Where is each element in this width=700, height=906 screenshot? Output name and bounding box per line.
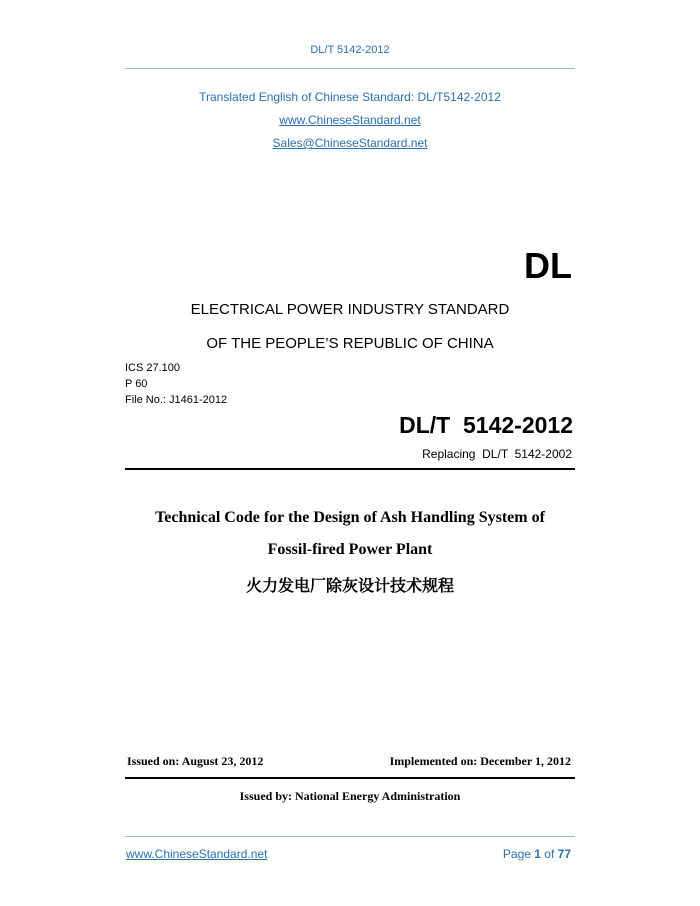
standard-mark: DL	[524, 245, 572, 286]
ics-code: ICS 27.100	[125, 362, 181, 374]
standard-number: DL/T 5142-2012	[399, 412, 573, 438]
authority-line-1: ELECTRICAL POWER INDUSTRY STANDARD	[190, 301, 510, 318]
implemented-on-date: Implemented on: December 1, 2012	[389, 754, 571, 768]
running-header: DL/T 5142-2012	[310, 44, 390, 56]
sales-email-link[interactable]: Sales@ChineseStandard.net	[272, 136, 428, 150]
dates-divider	[125, 777, 575, 779]
page-of: of	[540, 847, 558, 861]
footer-website-link[interactable]: www.ChineseStandard.net	[126, 847, 268, 861]
title-chinese: 火力发电厂除灰设计技术规程	[245, 576, 454, 595]
translated-notice: Translated English of Chinese Standard: DL/T5142-2012	[199, 90, 501, 104]
p-code: P 60	[125, 378, 148, 390]
footer-divider	[125, 836, 575, 837]
authority-line-2: OF THE PEOPLE’S REPUBLIC OF CHINA	[206, 335, 494, 352]
title-english-line-2: Fossil-fired Power Plant	[267, 541, 433, 558]
page-label: Page	[502, 847, 535, 861]
page-total: 77	[557, 847, 571, 861]
title-english-line-1: Technical Code for the Design of Ash Handling System of	[155, 509, 545, 526]
page-current: 1	[534, 847, 541, 861]
issued-by: Issued by: National Energy Administration	[239, 789, 461, 803]
page-indicator	[503, 847, 571, 861]
website-link[interactable]: www.ChineseStandard.net	[279, 113, 421, 127]
file-number: File No.: J1461-2012	[125, 394, 228, 406]
issued-on-date: Issued on: August 23, 2012	[127, 754, 264, 768]
replacing-note: Replacing DL/T 5142-2002	[422, 447, 572, 461]
header-divider	[125, 68, 575, 69]
number-divider	[125, 468, 575, 470]
